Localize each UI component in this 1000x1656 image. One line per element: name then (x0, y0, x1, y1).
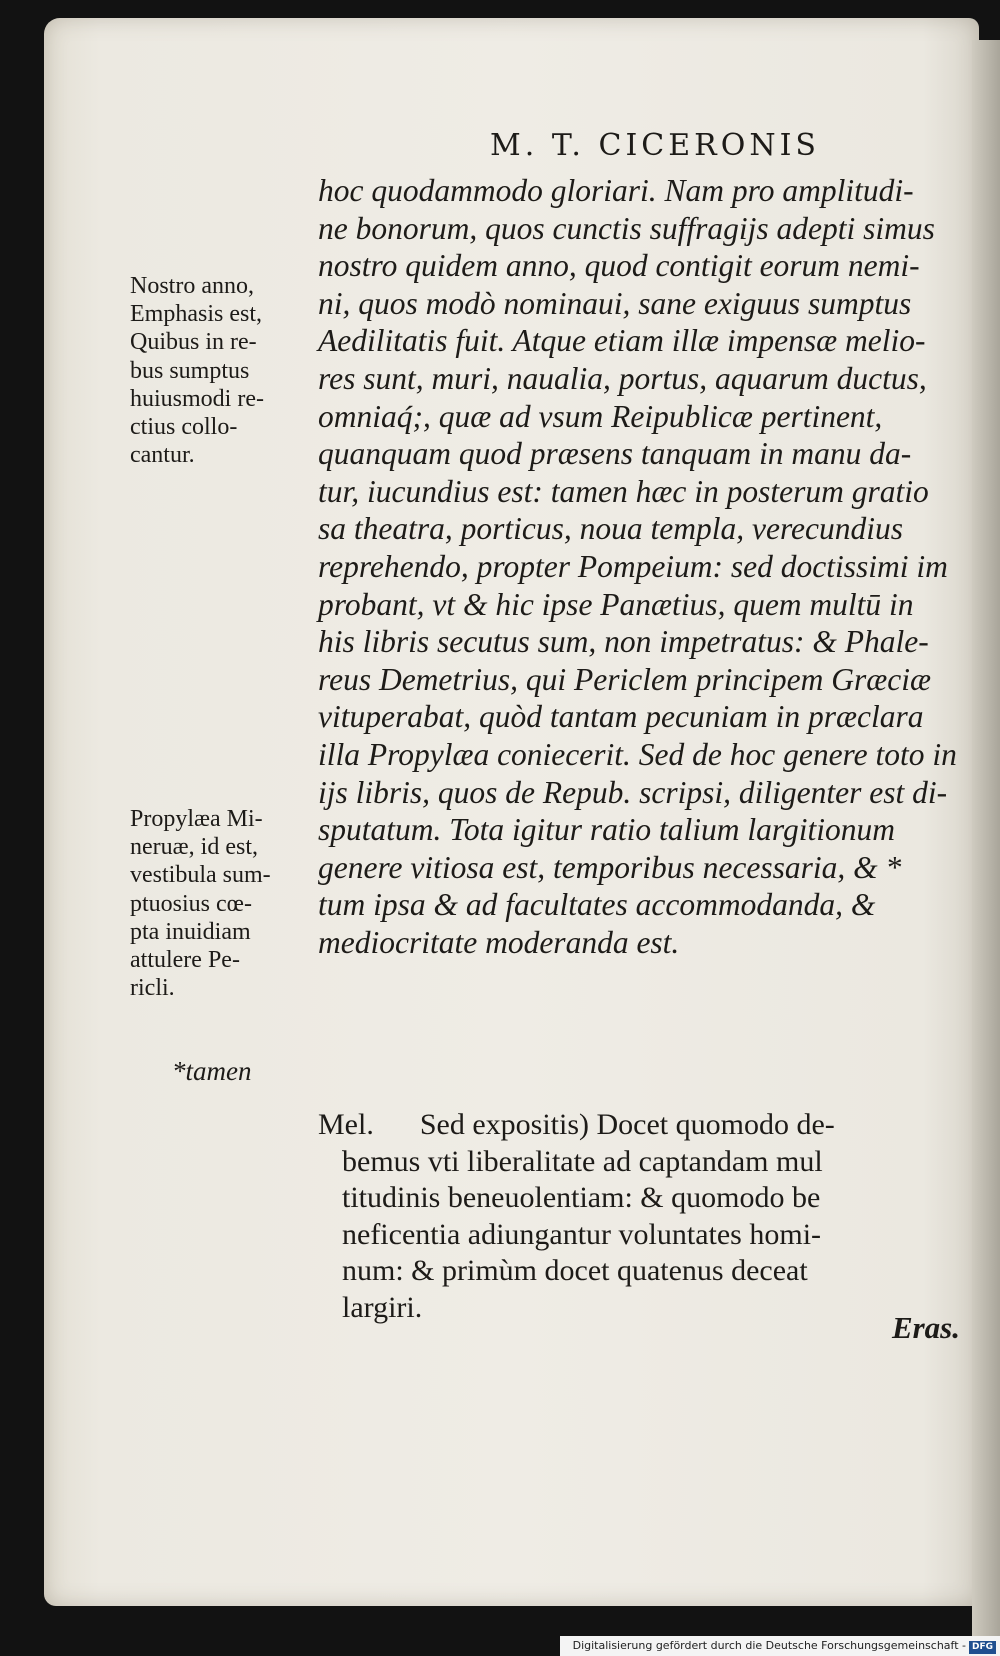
commentary-line: neficentia adiungantur voluntates homi- (342, 1217, 822, 1251)
main-text (318, 172, 958, 961)
text-line: mediocritate moderanda est. (318, 924, 680, 960)
page-edge (972, 40, 1000, 1640)
margin-note-propylaea (130, 805, 320, 1002)
note-line: vestibula sum- (130, 862, 271, 889)
note-line: cantur. (130, 442, 195, 469)
digitization-credit (560, 1636, 1000, 1656)
dfg-logo: DFG (969, 1641, 996, 1654)
text-line: illa Propylæa coniecerit. Sed de hoc genere toto in (318, 736, 957, 772)
catchword: Eras. (891, 1310, 960, 1345)
note-line: ricli. (130, 975, 175, 1002)
margin-note-nostro-anno (130, 272, 320, 469)
text-line: genere vitiosa est, temporibus necessaria, & * (318, 849, 902, 885)
commentary-line: bemus vti liberalitate ad captandam mul (342, 1144, 823, 1178)
text-line: tum ipsa & ad facultates accommodanda, & (318, 887, 876, 923)
text-line: tur, iucundius est: tamen hæc in posterum gratio (318, 473, 929, 509)
note-line: pta inuidiam (130, 918, 251, 945)
text-line: nostro quidem anno, quod contigit eorum nemi- (318, 248, 920, 284)
text-line: omniaq́;, quæ ad vsum Reipublicæ pertinent, (318, 398, 883, 434)
text-line: sputatum. Tota igitur ratio talium largitionum (318, 812, 896, 848)
commentary-line: Sed expositis) Docet quomodo de- (419, 1108, 835, 1141)
commentary-line: num: & primùm docet quatenus deceat (342, 1254, 808, 1287)
running-header: M. T. CICERONIS (490, 128, 820, 163)
text-line: reprehendo, propter Pompeium: sed doctissimi im (318, 548, 948, 584)
commentary-label: Mel. (318, 1108, 374, 1141)
text-line: ni, quos modò nominaui, sane exiguus sumptus (318, 285, 912, 321)
text-line: ne bonorum, quos cunctis suffragijs adepti simus (318, 210, 935, 246)
note-line: huiusmodi re- (130, 385, 264, 412)
text-line: quanquam quod præsens tanquam in manu da- (318, 436, 912, 472)
margin-note-tamen (172, 1057, 362, 1085)
text-line: res sunt, muri, naualia, portus, aquarum ductus, (318, 360, 927, 396)
text-line: ijs libris, quos de Repub. scripsi, diligenter est di- (318, 774, 948, 810)
text-line: reus Demetrius, qui Periclem principem Græciæ (318, 661, 931, 697)
text-line: vituperabat, quòd tantam pecuniam in præclara (318, 699, 924, 735)
commentary-line: largiri. (342, 1290, 423, 1324)
text-line: hoc quodammodo gloriari. Nam pro amplitudi- (318, 173, 914, 208)
note-line: Propylæa Mi- (130, 806, 263, 832)
note-line: Quibus in re- (130, 329, 257, 356)
credit-text: Digitalisierung gefördert durch die Deutsche Forschungsgemeinschaft - (572, 1639, 966, 1652)
text-line: probant, vt & hic ipse Panætius, quem multū in (318, 586, 914, 622)
note-line: bus sumptus (130, 357, 250, 384)
note-line: Nostro anno, (130, 273, 254, 299)
text-line: Aedilitatis fuit. Atque etiam illæ impensæ melio- (318, 323, 926, 359)
commentary-first-line (318, 1107, 958, 1144)
note-line: ptuosius cœ- (130, 890, 252, 917)
text-line: sa theatra, porticus, noua templa, verecundius (318, 511, 904, 547)
note-line: neruæ, id est, (130, 834, 258, 861)
note-line: Emphasis est, (130, 301, 262, 328)
note-line: attulere Pe- (130, 947, 240, 974)
note-line: ctius collo- (130, 414, 238, 441)
note-line: *tamen (172, 1056, 252, 1086)
commentary-line: titudinis beneuolentiam: & quomodo be (342, 1181, 821, 1214)
commentary-block (318, 1107, 958, 1326)
text-line: his libris secutus sum, non impetratus: & Phale- (318, 624, 929, 660)
